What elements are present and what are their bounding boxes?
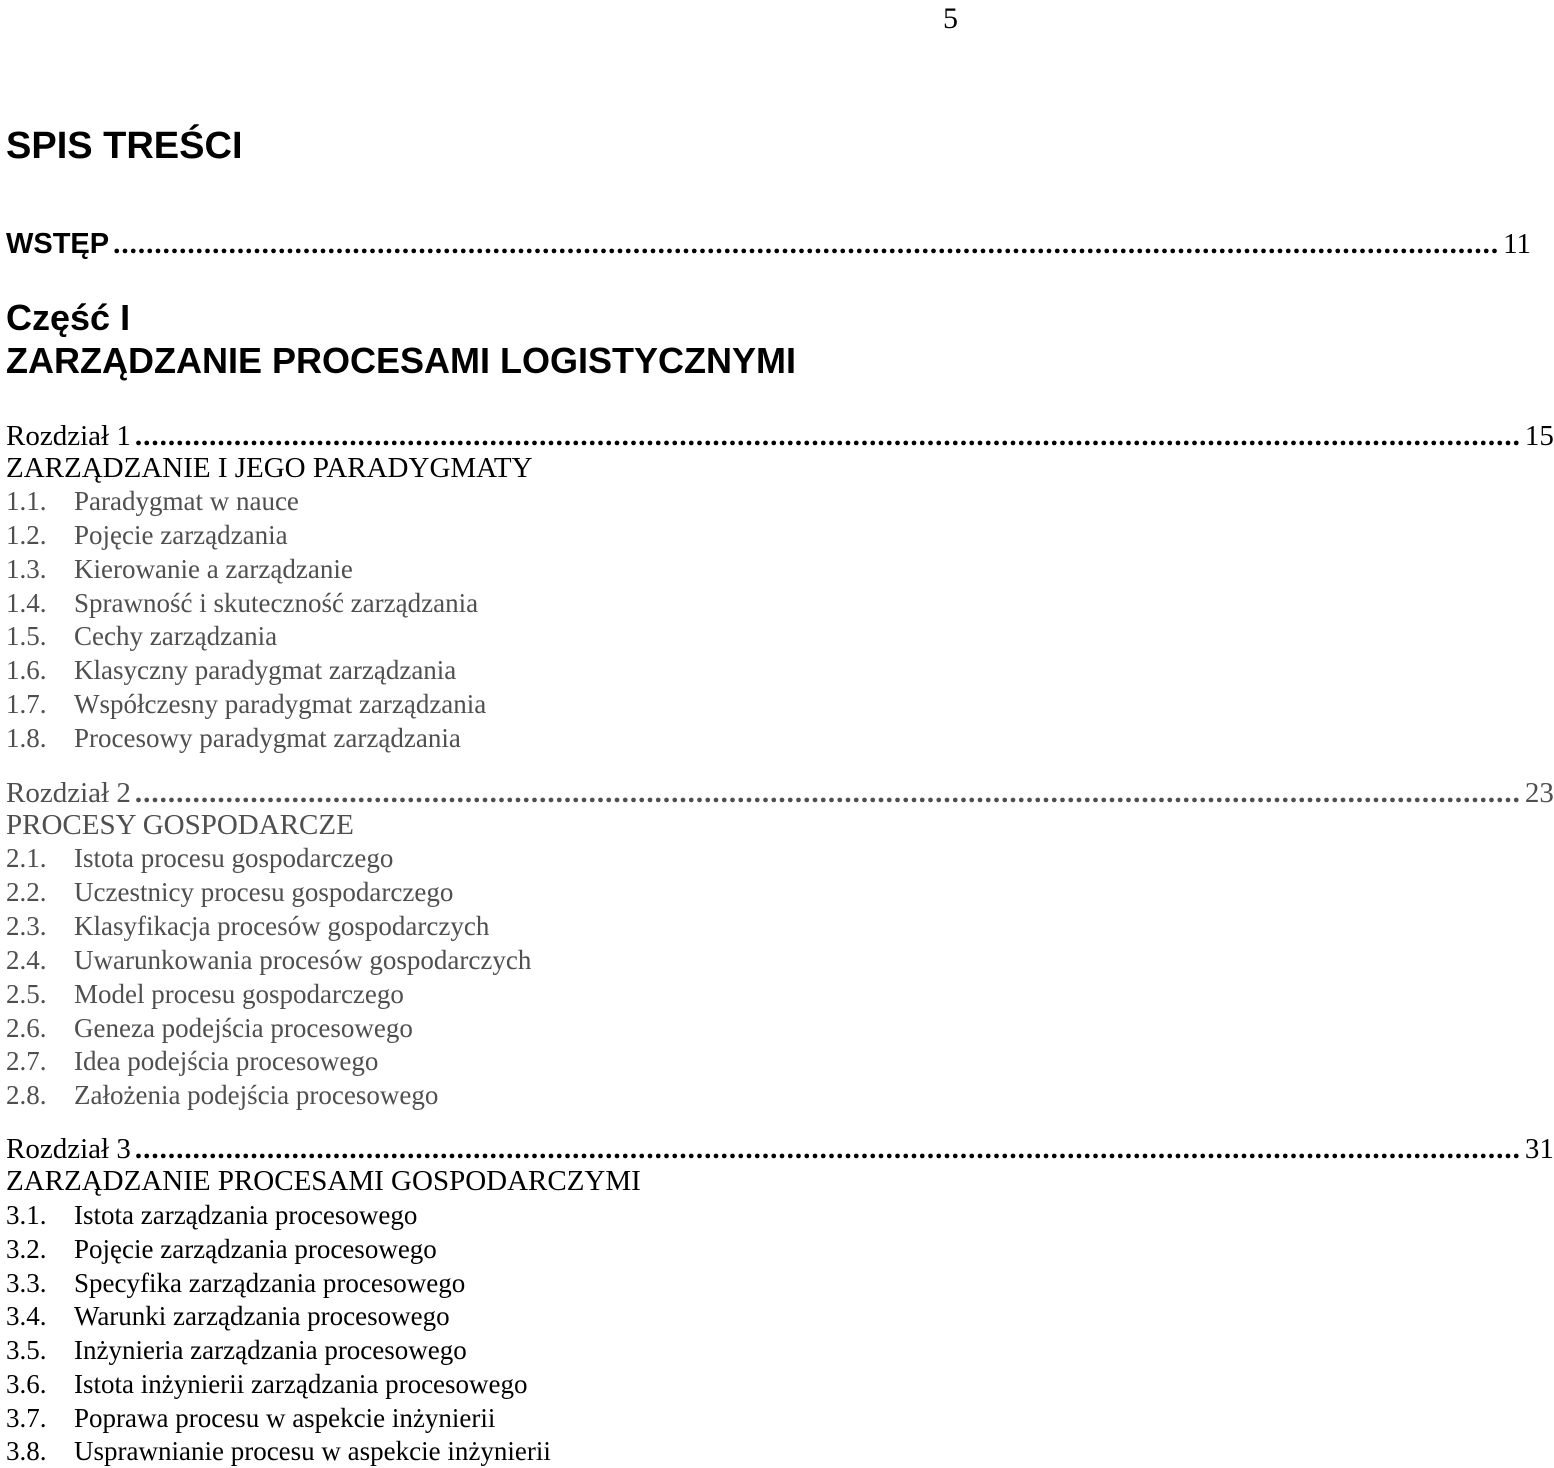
section-title: Specyfika zarządzania procesowego (74, 1268, 466, 1298)
chapter-title: ZARZĄDZANIE PROCESAMI GOSPODARCZYMI (6, 1165, 641, 1197)
section-title: Poprawa procesu w aspekcie inżynierii (74, 1403, 496, 1433)
section-number: 2.5. (6, 979, 47, 1009)
section-number: 3.2. (6, 1234, 47, 1264)
section-item[interactable] (6, 1267, 465, 1299)
section-number: 1.3. (6, 554, 47, 584)
section-title: Geneza podejścia procesowego (74, 1013, 413, 1043)
part-label: Część I (6, 297, 131, 338)
section-item[interactable] (6, 1334, 467, 1366)
section-item[interactable] (6, 842, 393, 874)
section-title: Uczestnicy procesu gospodarczego (74, 877, 454, 907)
chapter-title: ZARZĄDZANIE I JEGO PARADYGMATY (6, 452, 533, 484)
section-item[interactable] (6, 485, 299, 517)
section-number: 3.8. (6, 1436, 47, 1466)
section-title: Istota zarządzania procesowego (74, 1200, 418, 1230)
chapter-label: Rozdział 3 (6, 1133, 131, 1165)
section-item[interactable] (6, 654, 456, 686)
toc-title: SPIS TREŚCI (6, 125, 243, 167)
chapter-entry[interactable] (6, 1133, 1554, 1165)
section-number: 2.8. (6, 1080, 47, 1110)
section-item[interactable] (6, 1199, 417, 1231)
section-item[interactable] (6, 1233, 437, 1265)
chapter-page: 15 (1524, 420, 1554, 452)
section-item[interactable] (6, 553, 353, 585)
section-title: Pojęcie zarządzania (74, 520, 288, 550)
section-title: Współczesny paradygmat zarządzania (74, 689, 487, 719)
section-title: Istota inżynierii zarządzania procesowego (74, 1369, 528, 1399)
section-item[interactable] (6, 587, 478, 619)
section-number: 3.1. (6, 1200, 47, 1230)
section-item[interactable] (6, 1300, 450, 1332)
section-item[interactable] (6, 1012, 413, 1044)
section-item[interactable] (6, 910, 489, 942)
section-item[interactable] (6, 688, 486, 720)
section-title: Procesowy paradygmat zarządzania (74, 723, 461, 753)
section-item[interactable] (6, 1045, 378, 1077)
section-number: 2.3. (6, 911, 47, 941)
entry-page: 11 (1503, 228, 1532, 260)
section-number: 1.6. (6, 655, 47, 685)
section-title: Istota procesu gospodarczego (74, 843, 394, 873)
entry-label: WSTĘP (6, 228, 110, 260)
section-title: Klasyfikacja procesów gospodarczych (74, 911, 490, 941)
section-item[interactable] (6, 519, 288, 551)
section-number: 1.1. (6, 486, 47, 516)
dot-leader: ........................................................................................................................................................................ (134, 777, 1521, 809)
chapter-label: Rozdział 2 (6, 777, 131, 809)
section-title: Inżynieria zarządzania procesowego (74, 1335, 467, 1365)
section-title: Idea podejścia procesowego (74, 1046, 379, 1076)
page-number: 5 (943, 2, 958, 35)
section-number: 3.4. (6, 1301, 47, 1331)
section-number: 1.7. (6, 689, 47, 719)
section-number: 3.6. (6, 1369, 47, 1399)
section-item[interactable] (6, 1402, 495, 1434)
section-title: Kierowanie a zarządzanie (74, 554, 353, 584)
chapter-entry[interactable] (6, 420, 1554, 452)
dot-leader: ........................................................................................................................................................................ (134, 1133, 1521, 1165)
section-number: 3.3. (6, 1268, 47, 1298)
section-title: Klasyczny paradygmat zarządzania (74, 655, 457, 685)
section-item[interactable] (6, 876, 453, 908)
section-title: Paradygmat w nauce (74, 486, 299, 516)
section-number: 1.2. (6, 520, 47, 550)
section-number: 2.2. (6, 877, 47, 907)
section-title: Pojęcie zarządzania procesowego (74, 1234, 437, 1264)
chapter-entry[interactable] (6, 777, 1554, 809)
section-title: Uwarunkowania procesów gospodarczych (74, 945, 532, 975)
chapter-page: 31 (1524, 1133, 1554, 1165)
section-item[interactable] (6, 1368, 528, 1400)
section-item[interactable] (6, 1079, 438, 1111)
section-item[interactable] (6, 944, 531, 976)
section-title: Założenia podejścia procesowego (74, 1080, 439, 1110)
section-item[interactable] (6, 1435, 551, 1467)
toc-entry-intro[interactable] (6, 228, 1532, 260)
section-title: Warunki zarządzania procesowego (74, 1301, 450, 1331)
section-item[interactable] (6, 722, 461, 754)
chapter-page: 23 (1524, 777, 1554, 809)
chapter-label: Rozdział 1 (6, 420, 131, 452)
part-title: ZARZĄDZANIE PROCESAMI LOGISTYCZNYMI (6, 340, 796, 381)
section-number: 2.1. (6, 843, 47, 873)
section-title: Sprawność i skuteczność zarządzania (74, 588, 479, 618)
section-number: 2.7. (6, 1046, 47, 1076)
section-number: 2.4. (6, 945, 47, 975)
section-number: 1.4. (6, 588, 47, 618)
chapter-title: PROCESY GOSPODARCZE (6, 809, 354, 841)
section-number: 3.7. (6, 1403, 47, 1433)
section-title: Model procesu gospodarczego (74, 979, 404, 1009)
section-title: Usprawnianie procesu w aspekcie inżynierii (74, 1436, 551, 1466)
section-item[interactable] (6, 978, 404, 1010)
section-number: 1.8. (6, 723, 47, 753)
section-number: 3.5. (6, 1335, 47, 1365)
section-number: 2.6. (6, 1013, 47, 1043)
section-number: 1.5. (6, 621, 47, 651)
section-title: Cechy zarządzania (74, 621, 278, 651)
dot-leader: ........................................................................................................................................................................ (113, 228, 1500, 260)
dot-leader: ........................................................................................................................................................................ (134, 420, 1521, 452)
section-item[interactable] (6, 620, 277, 652)
